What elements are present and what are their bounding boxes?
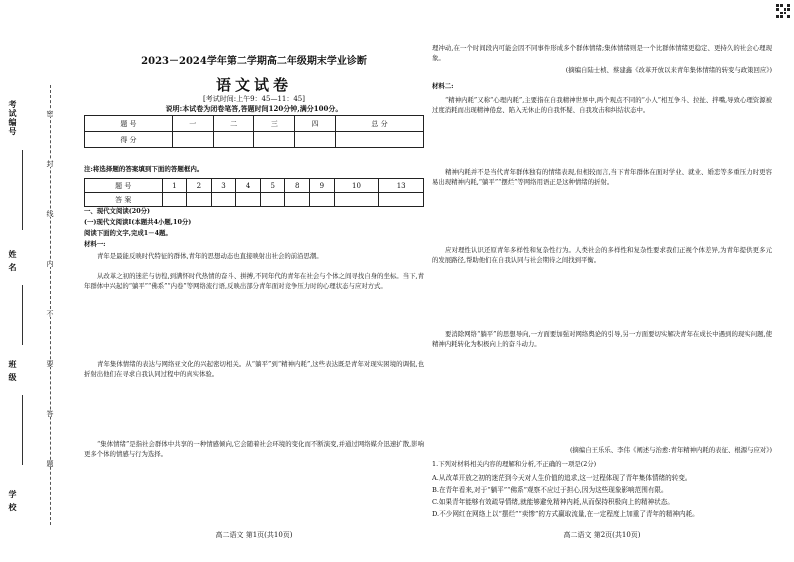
answer-table bbox=[84, 178, 424, 207]
score-row-label: 得 分 bbox=[85, 132, 173, 148]
page-footer: 高二语文 第1页(共10页) bbox=[215, 531, 293, 539]
paragraph: “集体情绪”是指社会群体中共享的一种情感倾向,它会随着社会环境的变化而不断演变,并通过网络媒介迅速扩散,影响更多个体的情感与行为选择。 bbox=[84, 440, 424, 458]
answer-number-cell: 10 bbox=[334, 179, 379, 193]
score-header-cell: 题 号 bbox=[85, 116, 173, 132]
class-line bbox=[22, 395, 23, 465]
score-cell[interactable] bbox=[172, 132, 213, 148]
qr-mark bbox=[776, 4, 790, 18]
section-heading: 一、现代文阅读(20分) bbox=[84, 207, 151, 215]
exam-title: 2023－2024学年第二学期高二年级期末学业诊断 bbox=[141, 56, 367, 67]
answer-number-cell: 9 bbox=[310, 179, 335, 193]
paragraph: 精神内耗并不是当代青年群体独有的情绪表现,但相较而言,当下青年群体在面对学业、就业、婚恋等多重压力时更容易出现精神内耗,“躺平”“摆烂”等网络用语正是这种情绪的折射。 bbox=[432, 168, 772, 186]
material-label: 材料二: bbox=[432, 82, 454, 90]
paragraph: “精神内耗”又称“心理内耗”,主要指在自我精神世界中,两个观点不同的“小人”相互争斗、拉扯、拌嘴,导致心理资源被过度消耗而出现精神倦怠、陷入无休止的自我怀疑、自我攻击和纠结状态中。 bbox=[432, 96, 772, 114]
answer-row-label: 答 案 bbox=[85, 193, 163, 207]
score-header-cell: 总 分 bbox=[336, 116, 424, 132]
paragraph: 青年是最能反映时代特征的群体,青年的思想动态也直接映射出社会的前沿思潮。 bbox=[97, 252, 323, 260]
seal-char: 题 bbox=[46, 460, 54, 467]
exam-time: [考试时间:上午9：45—11：45] bbox=[203, 95, 305, 103]
seal-char: 不 bbox=[46, 310, 54, 317]
answer-cell[interactable] bbox=[211, 193, 236, 207]
score-cell[interactable] bbox=[254, 132, 295, 148]
answer-number-cell: 2 bbox=[187, 179, 212, 193]
answer-number-cell: 题 号 bbox=[85, 179, 163, 193]
option-d[interactable]: D.不少网红在网络上以“摆烂”“卖惨”的方式赢取流量,在一定程度上加重了青年的精神内耗。 bbox=[432, 510, 699, 518]
school-label: 学 校 bbox=[8, 490, 18, 512]
paragraph: 理冲动,在一个时间段内可能会因不同事件形成多个群体情绪;集体情绪则是一个比群体情绪更稳定、更持久的社会心理现象。 bbox=[432, 44, 772, 62]
paragraph: 青年集体情绪的表达与网络亚文化的兴起密切相关。从“躺平”到“精神内耗”,这些表达既是青年对现实困境的调侃,也折射出他们在寻求自我认同过程中的真实体验。 bbox=[84, 360, 424, 378]
exam-no-label: 考试编号 bbox=[8, 100, 18, 136]
answer-number-cell: 1 bbox=[162, 179, 187, 193]
answer-number-cell: 5 bbox=[260, 179, 285, 193]
seal-char: 线 bbox=[46, 210, 54, 217]
answer-number-cell: 8 bbox=[285, 179, 310, 193]
class-label: 班 级 bbox=[8, 360, 18, 382]
citation: (摘编自陆士桢、蔡建鑫《改革开放以来青年集体情绪的转变与政策回应》) bbox=[565, 66, 772, 74]
score-header-cell: 三 bbox=[254, 116, 295, 132]
score-header-cell: 一 bbox=[172, 116, 213, 132]
score-cell[interactable] bbox=[336, 132, 424, 148]
page-1 bbox=[84, 0, 424, 562]
page-footer: 高二语文 第2页(共10页) bbox=[563, 531, 641, 539]
instructions: 说明:本试卷为闭卷笔答,答题时间120分钟,满分100分。 bbox=[165, 104, 343, 113]
answer-cell[interactable] bbox=[310, 193, 335, 207]
score-table bbox=[84, 115, 424, 148]
answer-cell[interactable] bbox=[334, 193, 379, 207]
option-c[interactable]: C.如果青年能够有效疏导情绪,就能够避免精神内耗,从而保持积极向上的精神状态。 bbox=[432, 498, 674, 506]
page-2 bbox=[432, 0, 772, 562]
answer-number-cell: 13 bbox=[379, 179, 424, 193]
paragraph: 要消除网络“躺平”的思想导向,一方面要加强对网络舆论的引导,另一方面要切实解决青年在成长中遇到的现实问题,使精神内耗转化为积极向上的奋斗动力。 bbox=[432, 330, 772, 348]
score-header-cell: 四 bbox=[295, 116, 336, 132]
material-label: 材料一: bbox=[84, 240, 106, 248]
binding-margin bbox=[0, 0, 56, 562]
seal-line bbox=[50, 85, 51, 525]
answer-cell[interactable] bbox=[236, 193, 261, 207]
answer-cell[interactable] bbox=[260, 193, 285, 207]
seal-char: 要 bbox=[46, 360, 54, 367]
answer-number-cell: 3 bbox=[211, 179, 236, 193]
answer-note: 注:将选择题的答案填到下面的答题框内。 bbox=[84, 165, 204, 173]
answer-cell[interactable] bbox=[379, 193, 424, 207]
citation: (摘编自王乐乐、李伟《阐述与治愈:青年精神内耗的表征、根源与应对》) bbox=[569, 446, 772, 454]
answer-cell[interactable] bbox=[187, 193, 212, 207]
paragraph: 应对理性认识还原青年多样性和复杂性行为。人类社会的多样性和复杂性要求我们正视个体差异,为青年提供更多元的发展路径,帮助他们在自我认同与社会期待之间找到平衡。 bbox=[432, 246, 772, 264]
seal-char: 密 bbox=[46, 110, 54, 117]
score-header-cell: 二 bbox=[213, 116, 254, 132]
question-1: 1.下列对材料相关内容的理解和分析,不正确的一项是(2分) bbox=[432, 460, 597, 468]
reading-prompt: 阅读下面的文字,完成1－4题。 bbox=[84, 229, 172, 237]
subject-title: 语文试卷 bbox=[215, 76, 292, 94]
exam-no-line bbox=[22, 150, 23, 230]
answer-cell[interactable] bbox=[285, 193, 310, 207]
option-b[interactable]: B.在青年看来,对于“躺平”“佛系”观察不应过于担心,因为这些现象影响范围有限。 bbox=[432, 486, 668, 494]
option-a[interactable]: A.从改革开放之初的迷茫到今天对人生价值的追求,这一过程体现了青年集体情绪的转变。 bbox=[432, 474, 692, 482]
score-cell[interactable] bbox=[295, 132, 336, 148]
paragraph: 从改革之初的迷茫与彷徨,到满怀时代热情的奋斗、拼搏,不同年代的青年在社会与个体之间寻找自身的坐标。当下,青年群体中兴起的“躺平”“佛系”“内卷”等网络流行语,反映出部分青年面对竞争压力时的心理状态与应对方式。 bbox=[84, 272, 424, 290]
name-label: 姓 名 bbox=[8, 250, 18, 272]
name-line bbox=[22, 285, 23, 345]
answer-cell[interactable] bbox=[162, 193, 187, 207]
subsection-heading: (一)现代文阅读Ⅰ(本题共4小题,10分) bbox=[84, 218, 192, 226]
seal-char: 内 bbox=[46, 260, 54, 267]
answer-number-cell: 4 bbox=[236, 179, 261, 193]
seal-char: 答 bbox=[46, 410, 54, 417]
score-cell[interactable] bbox=[213, 132, 254, 148]
seal-char: 封 bbox=[46, 160, 54, 167]
